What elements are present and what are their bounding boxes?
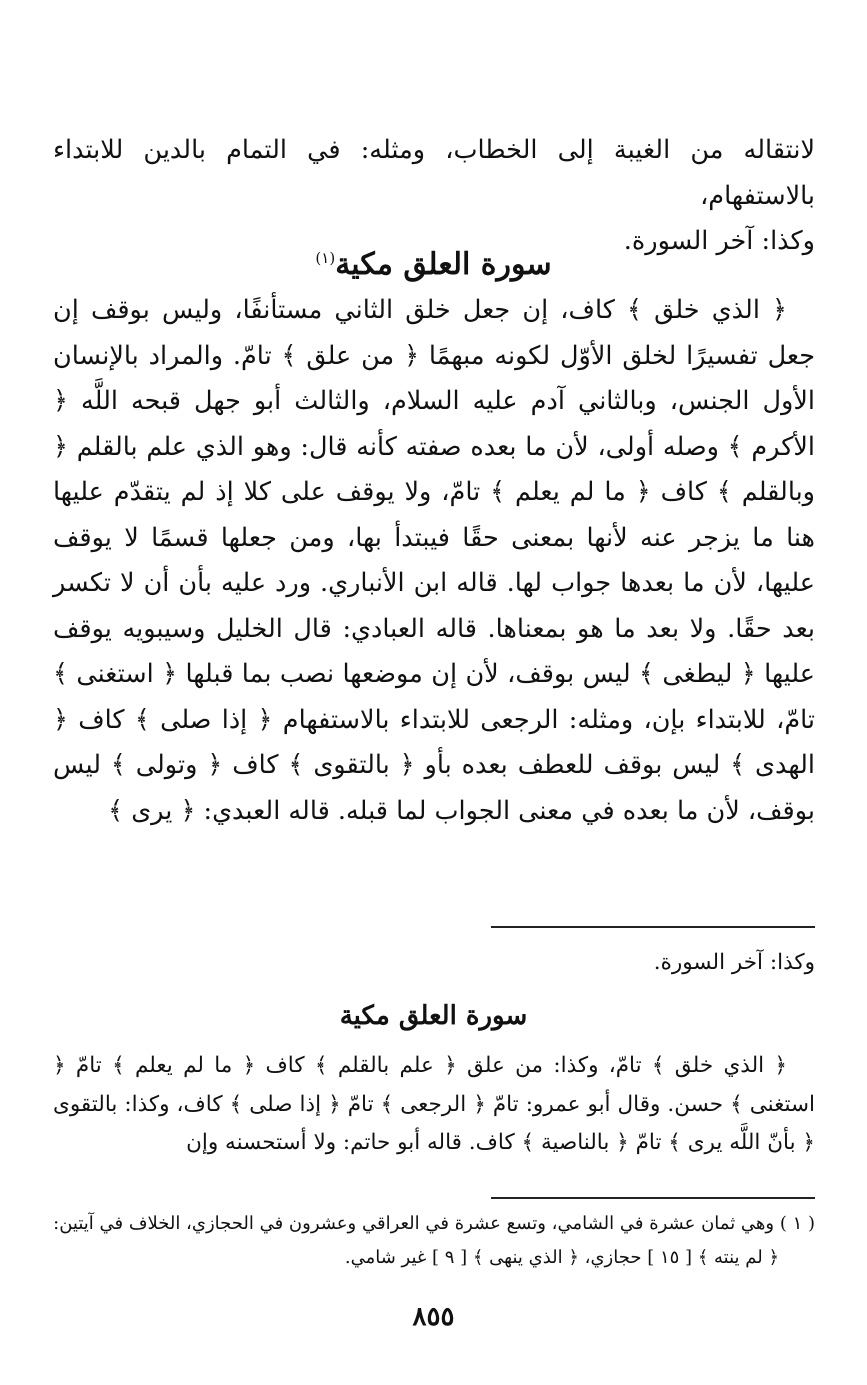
reference-paragraph: ﴿ الذي خلق ﴾ تامّ، وكذا: من علق ﴿ علم بالقلم ﴾ كاف ﴿ ما لم يعلم ﴾ تامّ ﴿ استغنى ﴾ حسن. وقال أبو عمرو: تامّ ﴿ الرجعى ﴾ تامّ ﴿ إذا صلى ﴾ كاف، وكذا: بالتقوى ﴿ بأنّ اللَّه يرى ﴾ تامّ ﴿ بالناصية ﴾ كاف. قاله أبو حاتم: ولا أستحسنه وإن — [53, 1053, 815, 1155]
continuation-line: لانتقاله من الغيبة إلى الخطاب، ومثله: في التمام بالدين للابتداء بالاستفهام، — [53, 135, 815, 211]
footnote — [45, 1207, 815, 1275]
commentary-paragraph: ﴿ الذي خلق ﴾ كاف، إن جعل خلق الثاني مستأنفًا، وليس بوقف إن جعل تفسيرًا لخلق الأوّل لكونه مبهمًا ﴿ من علق ﴾ تامّ. والمراد بالإنسان الأول الجنس، وبالثاني آدم عليه السلام، والثالث أبو جهل قبحه اللَّه ﴿ الأكرم ﴾ وصله أولى، لأن ما بعده صفته كأنه قال: وهو الذي علم بالقلم ﴿ وبالقلم ﴾ كاف ﴿ ما لم يعلم ﴾ تامّ، ولا يوقف على كلا إذ لم يتقدّم عليها هنا ما يزجر عنه لأنها بمعنى حقًا فيبتدأ بها، ومن جعلها قسمًا لا يوقف عليها، لأن ما بعدها جواب لها. قاله ابن الأنباري. ورد عليه بأن أن لا تكسر بعد حقًا. ولا بعد ما هو بمعناها. قاله العبادي: قال الخليل وسيبويه يوقف عليها ﴿ ليطغى ﴾ ليس بوقف، لأن إن موضعها نصب بما قبلها ﴿ استغنى ﴾ تامّ، للابتداء بإن، ومثله: الرجعى للابتداء بالاستفهام ﴿ إذا صلى ﴾ كاف ﴿ الهدى ﴾ ليس بوقف للعطف بعده بأو ﴿ بالتقوى ﴾ كاف ﴿ وتولى ﴾ ليس بوقف، لأن ما بعده في معنى الجواب لما قبله. قاله العبدي: ﴿ يرى ﴾ — [53, 295, 815, 826]
footnote-line: ( ١ ) وهي ثمان عشرة في الشامي، وتسع عشرة في العراقي وعشرون في الحجازي، الخلاف في آيتين: — [53, 1213, 815, 1234]
reference-line: وكذا: آخر السورة. — [653, 950, 815, 975]
commentary-body — [53, 288, 815, 834]
reference-body — [53, 1047, 815, 1163]
continuation-line: وكذا: آخر السورة. — [623, 226, 815, 256]
footnote-line: ﴿ لم ينته ﴾ [ ١٥ ] حجازي، ﴿ الذي ينهى ﴾ [ ٩ ] غير شامي. — [344, 1247, 779, 1268]
reference-continuation — [53, 944, 815, 983]
section-divider — [491, 926, 815, 928]
page-number: ٨٥٥ — [412, 1302, 455, 1332]
surah-title-text: سورة العلق مكية — [335, 247, 552, 282]
surah-title — [0, 236, 867, 287]
footnote-marker: (١) — [315, 249, 336, 267]
reference-surah-title: سورة العلق مكية — [339, 1001, 528, 1031]
footnote-divider — [491, 1197, 815, 1199]
